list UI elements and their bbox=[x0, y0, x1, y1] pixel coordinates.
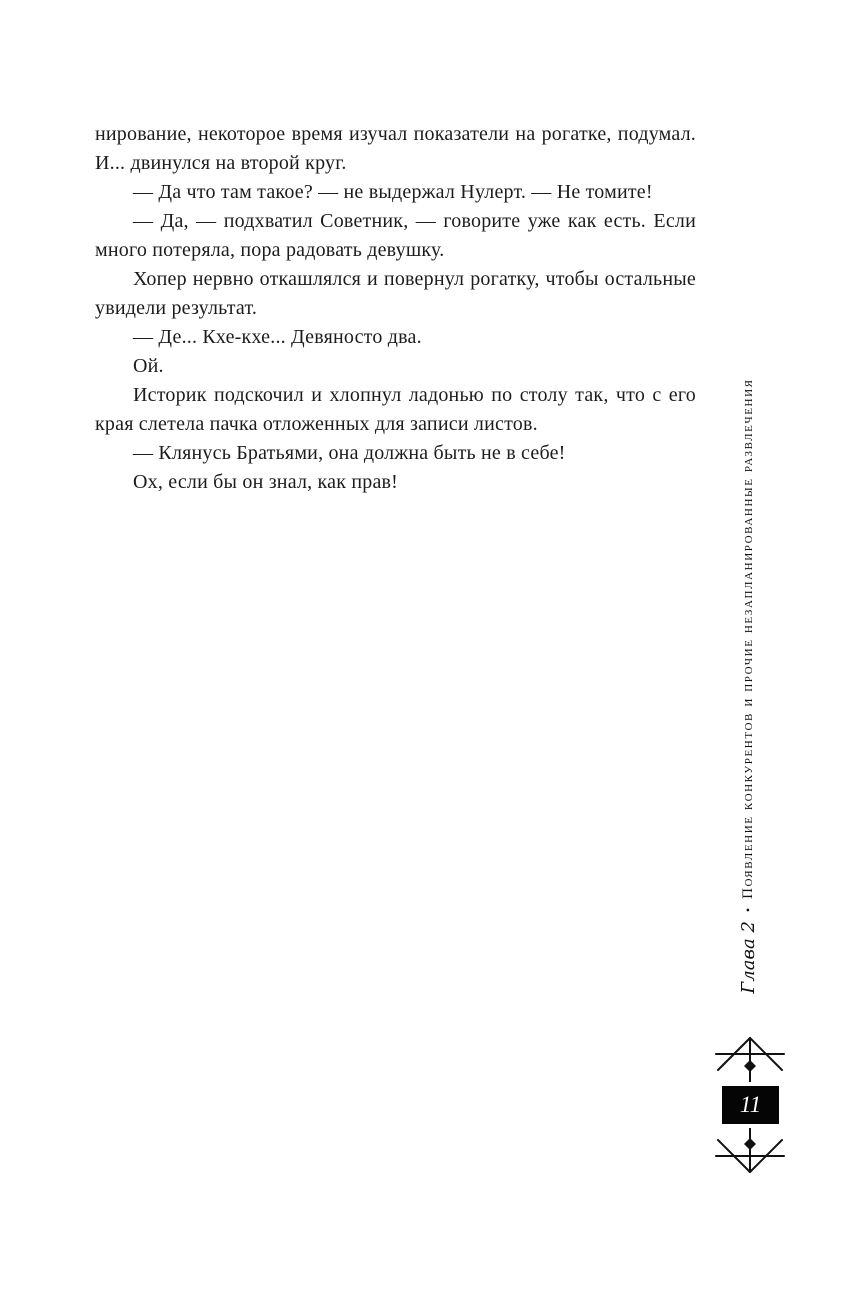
paragraph: — Клянусь Братьями, она должна быть не в себе! bbox=[133, 442, 566, 464]
chapter-sidebar bbox=[735, 331, 761, 1041]
arrow-ornament-top-icon bbox=[710, 1026, 790, 1082]
paragraph: Историк подскочил и хлопнул ладонью по столу так, что с его края слетела пачка отложенных для записи листов. bbox=[95, 384, 696, 435]
paragraph: нирование, некоторое время изучал показатели на рогатке, подумал. И... двинулся на второй круг. bbox=[95, 123, 696, 174]
paragraph: Ох, если бы он знал, как прав! bbox=[133, 471, 399, 493]
paragraph: — Да, — подхватил Советник, — говорите уже как есть. Если много потеряла, пора радовать девушку. bbox=[95, 210, 696, 261]
chapter-title: Появление конкурентов и прочие незапланированные развлечения bbox=[739, 378, 756, 899]
paragraph: Ой. bbox=[133, 355, 164, 377]
arrow-ornament-bottom-icon bbox=[710, 1128, 790, 1184]
paragraph: Хопер нервно откашлялся и повернул рогатку, чтобы остальные увидели результат. bbox=[95, 268, 696, 319]
chapter-label: Глава 2 bbox=[737, 921, 759, 994]
bullet-separator-icon: • bbox=[741, 907, 755, 913]
paragraph: — Да что там такое? — не выдержал Нулерт. — Не томите! bbox=[133, 181, 653, 203]
page-number-badge: 11 bbox=[722, 1086, 779, 1124]
paragraph: — Де... Кхе-кхе... Девяносто два. bbox=[133, 326, 422, 348]
body-text bbox=[95, 120, 696, 497]
